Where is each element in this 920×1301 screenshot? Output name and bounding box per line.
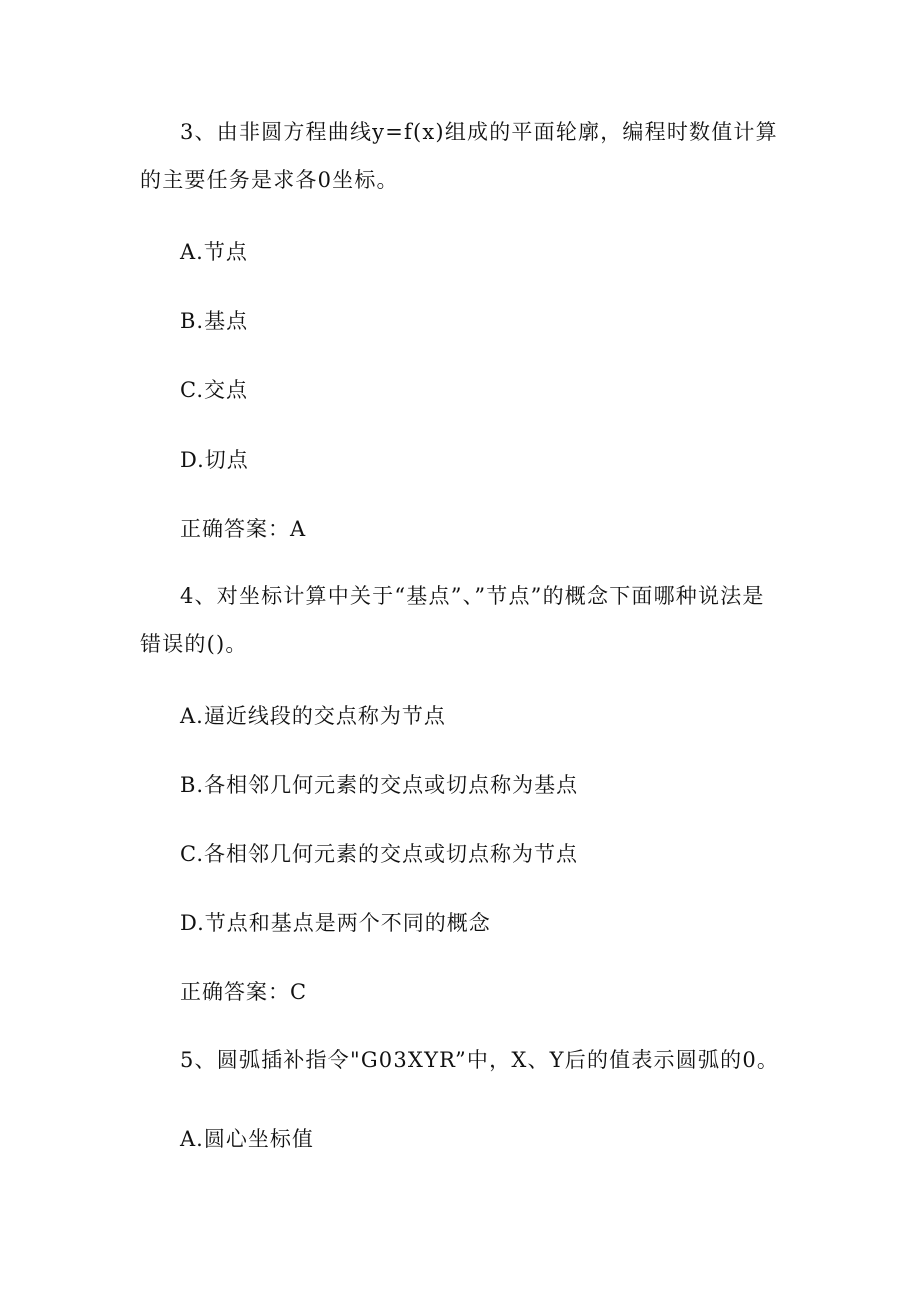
- question-3-option-c: C.交点: [180, 378, 248, 402]
- question-3-option-d: D.切点: [180, 448, 249, 472]
- question-4-answer: 正确答案：C: [180, 980, 308, 1004]
- question-5-stem: 5、圆弧插补指令"G03XYR”中，X、Y后的值表示圆弧的0。: [180, 1048, 780, 1072]
- question-4-stem: 4、对坐标计算中关于“基点”、”节点”的概念下面哪种说法是错误的()。: [140, 584, 765, 656]
- question-3-stem: 3、由非圆方程曲线y=f(x)组成的平面轮廓，编程时数值计算的主要任务是求各0坐标。: [140, 120, 778, 192]
- question-4-option-a: A.逼近线段的交点称为节点: [180, 704, 446, 728]
- question-3-option-b: B.基点: [180, 309, 249, 333]
- question-3-answer: 正确答案：A: [180, 517, 307, 541]
- question-4-option-d: D.节点和基点是两个不同的概念: [180, 911, 491, 935]
- question-4-option-b: B.各相邻几何元素的交点或切点称为基点: [180, 773, 579, 797]
- question-4-option-c: C.各相邻几何元素的交点或切点称为节点: [180, 842, 578, 866]
- question-3-option-a: A.节点: [180, 240, 248, 264]
- question-5-option-a: A.圆心坐标值: [180, 1127, 314, 1151]
